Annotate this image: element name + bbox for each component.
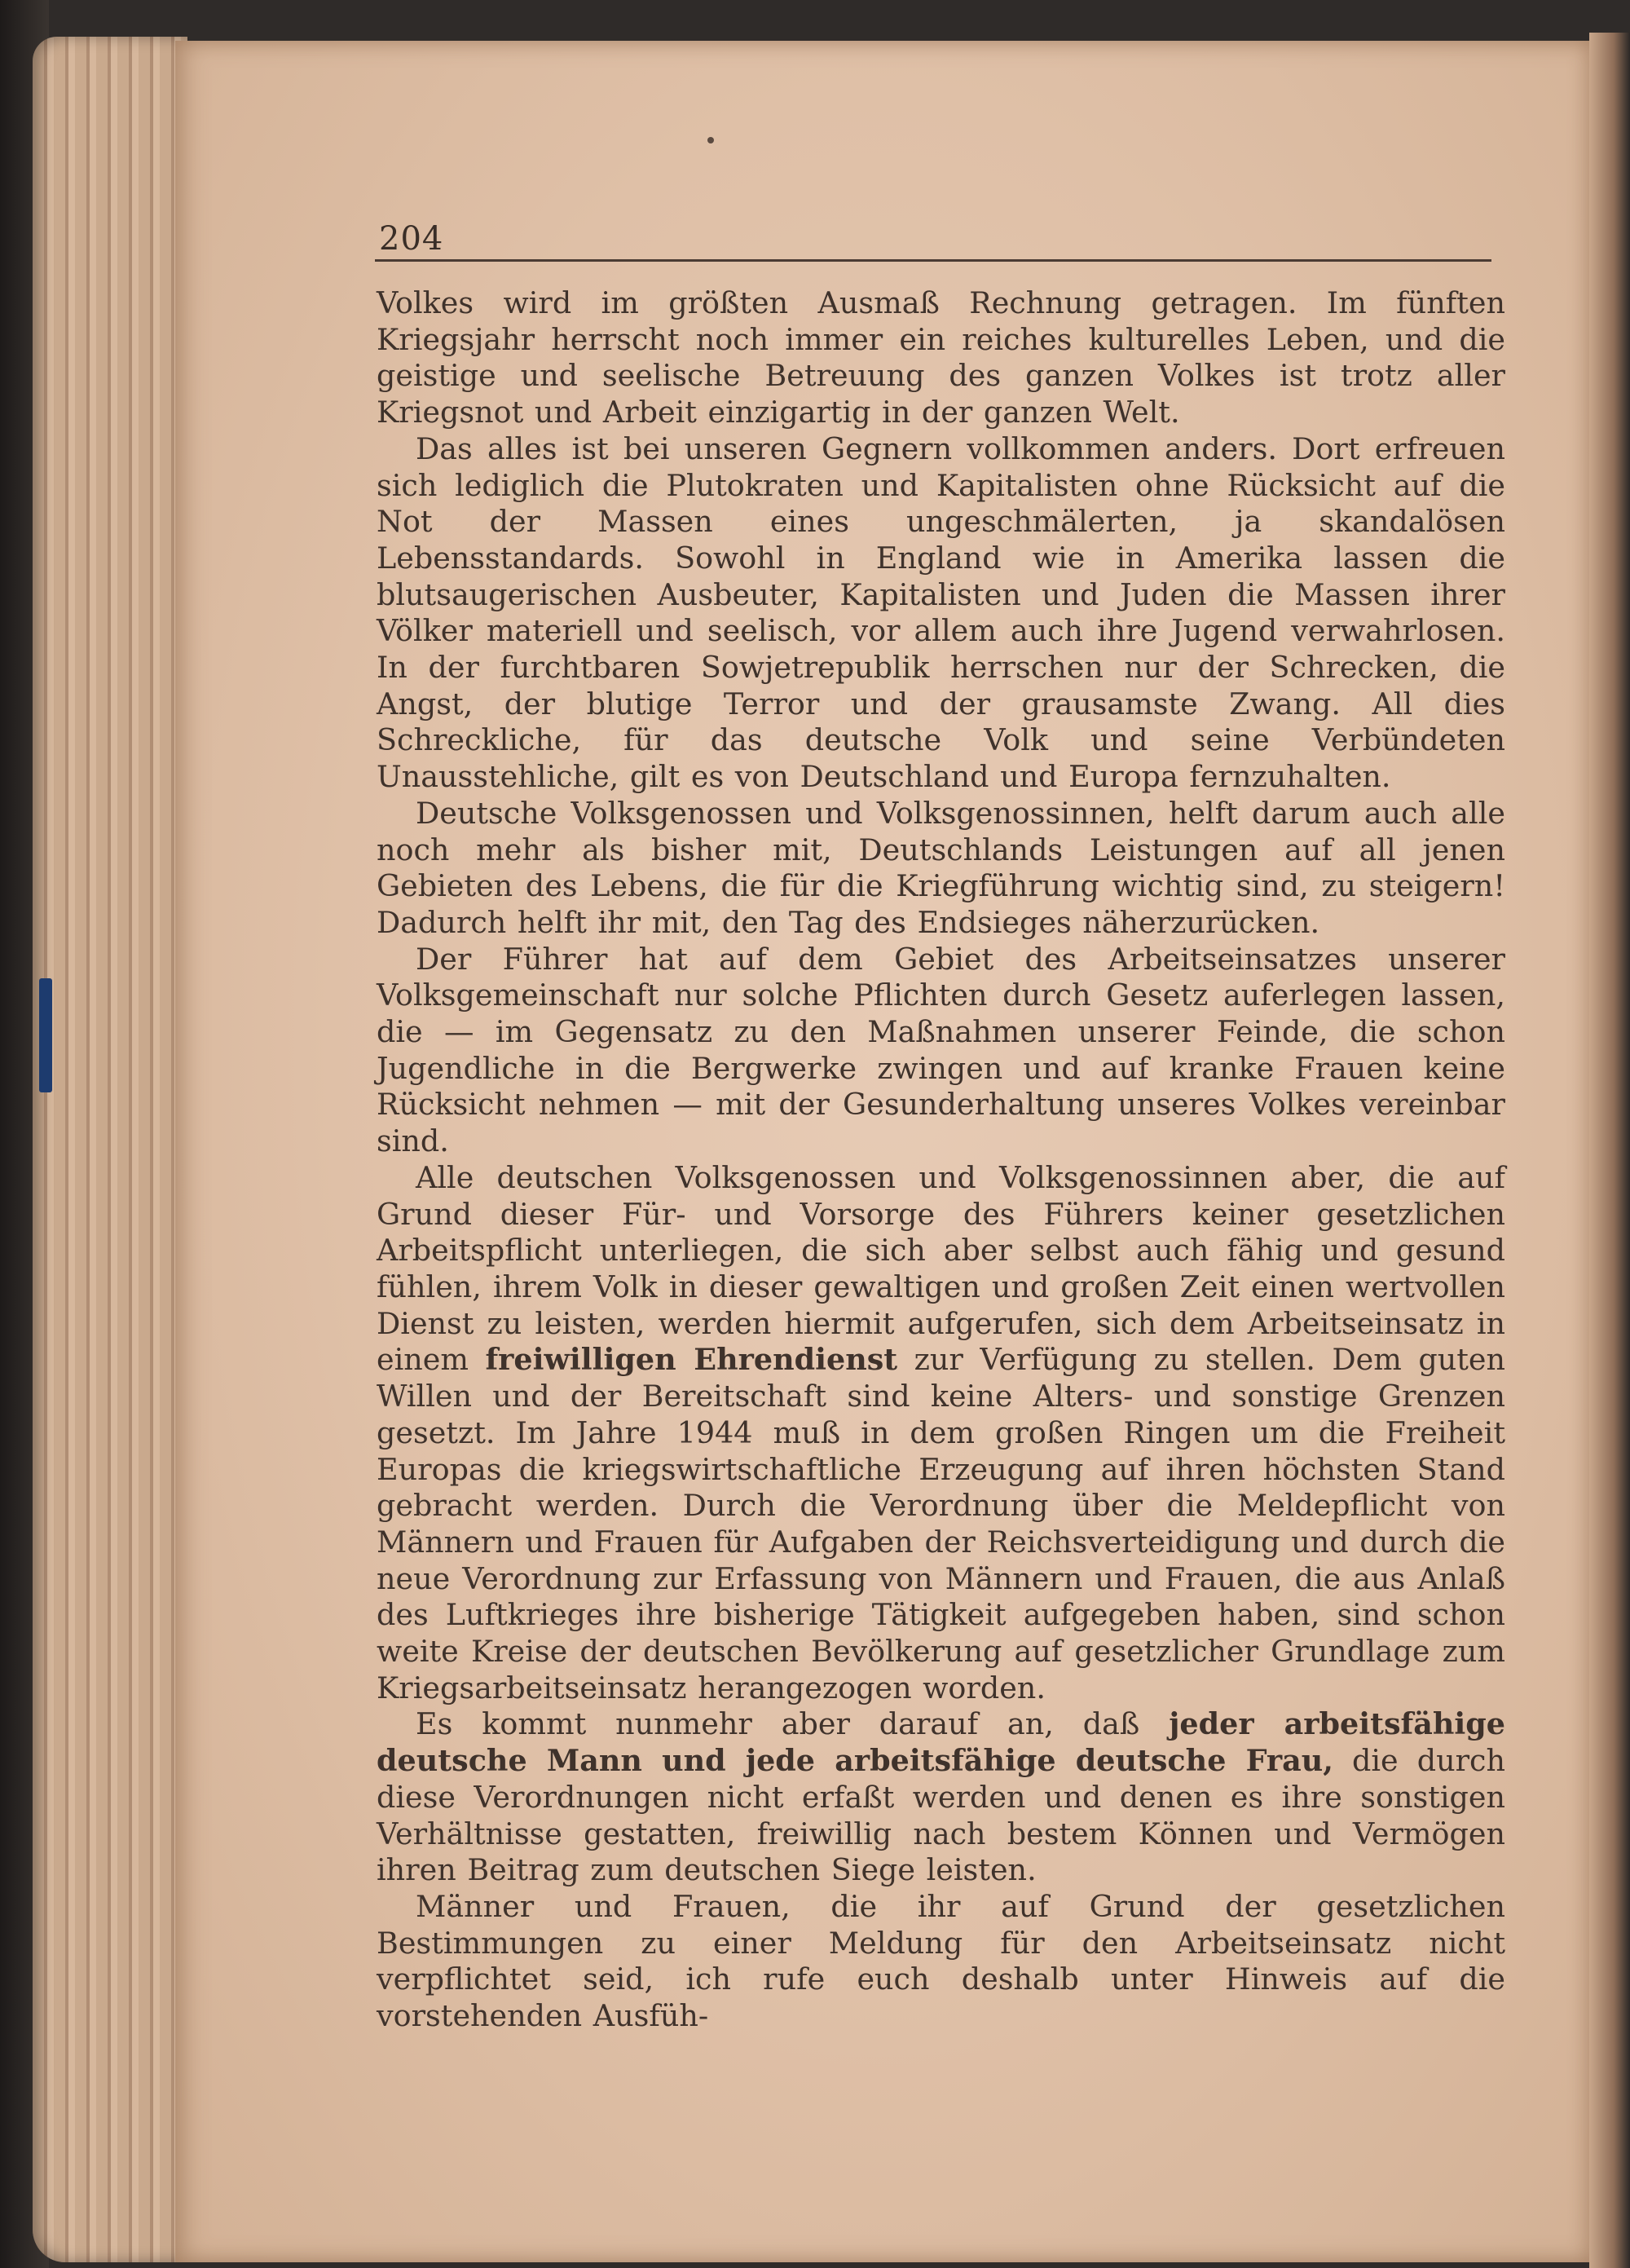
ink-speck	[707, 137, 714, 143]
paragraph-6-emphasis: jeder arbeitsfähige deutsche Mann und jede arbeitsfähige deutsche Frau,	[377, 1706, 1505, 1779]
paragraph-6-start: Es kommt nunmehr aber darauf an, daß	[416, 1706, 1170, 1742]
header-rule	[375, 259, 1491, 262]
paragraph-7: Männer und Frauen, die ihr auf Grund der gesetzlichen Bestimmungen zu einer Meldung für den Arbeitseinsatz nicht verpflichtet seid, ich rufe euch deshalb unter Hinweis auf die vorstehenden Ausfüh-	[377, 1888, 1505, 2034]
page-edges	[33, 37, 187, 2262]
paragraph-4: Der Führer hat auf dem Gebiet des Arbeitseinsatzes unserer Volksgemeinschaft nur solche Pflichten durch Gesetz auferlegen lassen, die — im Gegensatz zu den Maßnahmen unserer Feinde, die schon Jugendliche in die Bergwerke zwingen und auf kranke Frauen keine Rücksicht nehmen — mit der Gesunderhaltung unseres Volkes vereinbar sind.	[377, 941, 1505, 1159]
body-text	[377, 285, 1505, 2035]
paragraph-6-end: die durch diese Verordnungen nicht erfaßt werden und denen es ihre sonstigen Verhältnisse gestatten, freiwillig nach bestem Können und Vermögen ihren Beitrag zum deutschen Siege leisten.	[377, 1743, 1505, 1888]
paragraph-5	[377, 1160, 1505, 1707]
right-page-edge	[1589, 33, 1630, 2268]
paragraph-5-start: Alle deutschen Volksgenossen und Volksgenossinnen aber, die auf Grund dieser Für- und Vorsorge des Führers keiner gesetzlichen Arbeitspflicht unterliegen, die sich aber selbst auch fähig und gesund fühlen, ihrem Volk in dieser gewaltigen und großen Zeit einen wertvollen Dienst zu leisten, werden hiermit aufgerufen, sich dem Arbeitseinsatz in einem	[377, 1159, 1505, 1378]
page-number: 204	[379, 220, 444, 258]
paragraph-3: Deutsche Volksgenossen und Volksgenossinnen, helft darum auch alle noch mehr als bisher mit, Deutschlands Leistungen auf all jenen Gebieten des Lebens, die für die Kriegführung wichtig sind, zu steigern! Dadurch helft ihr mit, den Tag des Endsieges näherzurücken.	[377, 795, 1505, 940]
paragraph-2: Das alles ist bei unseren Gegnern vollkommen anders. Dort erfreuen sich lediglich die Plutokraten und Kapitalisten ohne Rücksicht auf die Not der Massen eines ungeschmälerten, ja skandalösen Lebensstandards. Sowohl in England wie in Amerika lassen die blutsaugerischen Ausbeuter, Kapitalisten und Juden die Massen ihrer Völker materiell und seelisch, vor allem auch ihre Jugend verwahrlosen. In der furchtbaren Sowjetrepublik herrschen nur der Schrecken, die Angst, der blutige Terror und der grausamste Zwang. All dies Schreckliche, für das deutsche Volk und seine Verbündeten Unausstehliche, gilt es von Deutschland und Europa fernzuhalten.	[377, 430, 1505, 795]
paragraph-6	[377, 1706, 1505, 1889]
paragraph-1: Volkes wird im größten Ausmaß Rechnung getragen. Im fünften Kriegsjahr herrscht noch immer ein reiches kulturelles Leben, und die geistige und seelische Betreuung des ganzen Volkes ist trotz aller Kriegsnot und Arbeit einzigartig in der ganzen Welt.	[377, 285, 1505, 430]
paragraph-5-emphasis: freiwilligen Ehrendienst	[485, 1342, 898, 1378]
bookmark-tab	[39, 978, 52, 1092]
paragraph-5-end: zur Verfügung zu stellen. Dem guten Willen und der Bereitschaft sind keine Alters- und sonstige Grenzen gesetzt. Im Jahre 1944 muß in dem großen Ringen um die Freiheit Europas die kriegswirtschaftliche Erzeugung auf ihren höchsten Stand gebracht werden. Durch die Verordnung über die Meldepflicht von Männern und Frauen für Aufgaben der Reichsverteidigung und durch die neue Verordnung zur Erfassung von Männern und Frauen, die aus Anlaß des Luftkrieges ihre bisherige Tätigkeit aufgegeben haben, sind schon weite Kreise der deutschen Bevölkerung auf gesetzlicher Grundlage zum Kriegsarbeitseinsatz herangezogen worden.	[377, 1342, 1505, 1705]
